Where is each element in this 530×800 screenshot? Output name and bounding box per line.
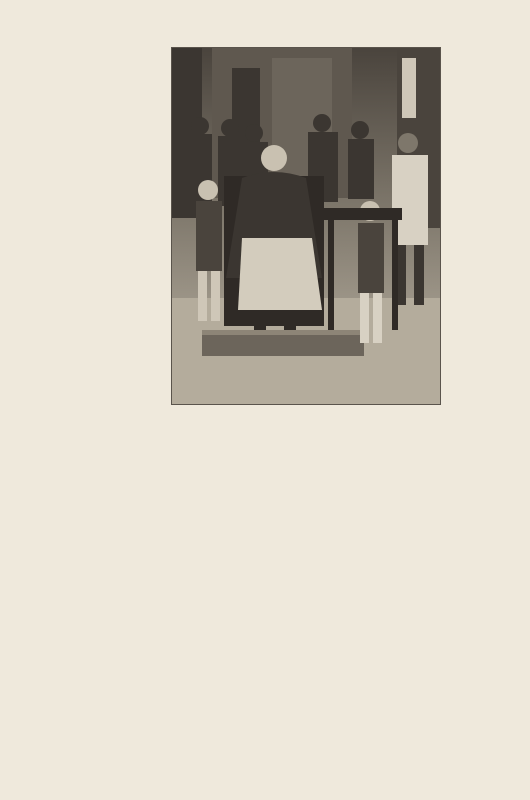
group-portrait-image xyxy=(172,48,440,404)
photograph-figure xyxy=(171,47,441,411)
photograph xyxy=(171,47,441,405)
